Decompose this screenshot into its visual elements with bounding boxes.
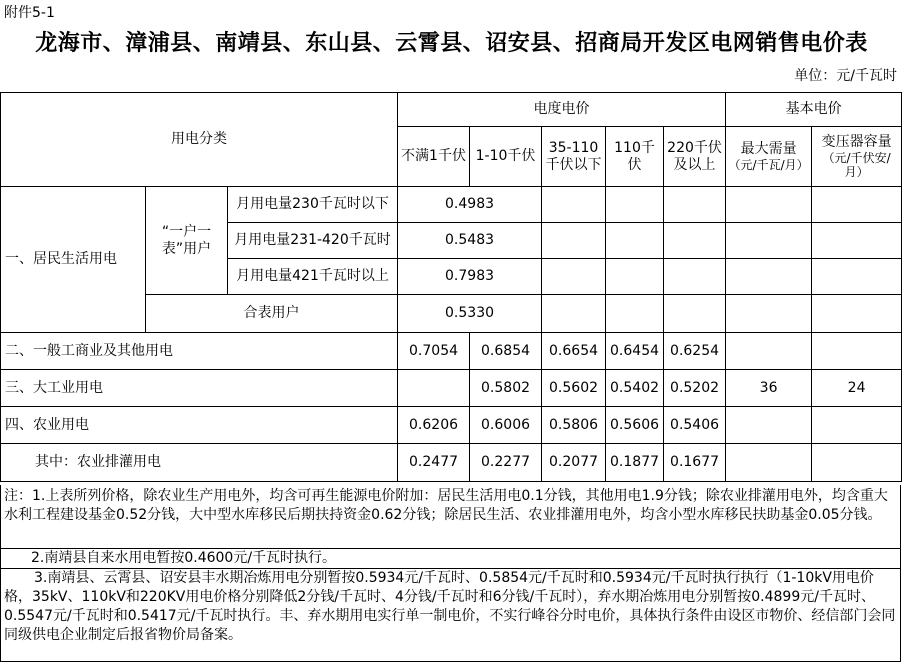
demand-cell: [726, 407, 812, 444]
price-cell: 0.2477: [398, 444, 470, 482]
col-voltage-110kv: 110千伏: [606, 127, 664, 187]
table-row: [1, 333, 902, 370]
demand-cell: [726, 444, 812, 482]
document-title: 龙海市、漳浦县、南靖县、东山县、云霄县、诏安县、招商局开发区电网销售电价表: [35, 31, 868, 56]
tier-1-label: 月用电量230千瓦时以下: [228, 187, 398, 223]
empty-cell: [542, 259, 606, 295]
empty-cell: [812, 259, 902, 295]
combined-meter-price: 0.5330: [398, 295, 542, 333]
note-1: 注：1.上表所列价格，除农业生产用电外，均含可再生能源电价附加：居民生活用电0.1分钱，其他用电1.9分钱；除农业排灌用电外，均含重大水利工程建设基金0.52分钱，大中型水库移民后期扶持资金0.62分钱；除居民生活、农业排灌用电外，均含小型水库移民扶助基金0.05分钱。: [0, 485, 901, 549]
energy-price-header: 电度电价: [398, 93, 726, 127]
empty-cell: [726, 187, 812, 223]
empty-cell: [606, 259, 664, 295]
col-voltage-1-10kv: 1-10千伏: [470, 127, 542, 187]
price-cell: 0.1877: [606, 444, 664, 482]
col-voltage-220kv: 220千伏及以上: [664, 127, 726, 187]
tier-2-label: 月用电量231-420千瓦时: [228, 223, 398, 259]
price-cell: 0.5202: [664, 370, 726, 407]
capacity-cell: 24: [812, 370, 902, 407]
price-cell: 0.7054: [398, 333, 470, 370]
capacity-cell: [812, 444, 902, 482]
empty-cell: [664, 295, 726, 333]
price-cell: 0.2077: [542, 444, 606, 482]
col-max-demand-unit: （元/千瓦/月）: [728, 158, 809, 172]
empty-cell: [542, 223, 606, 259]
price-cell: 0.6854: [470, 333, 542, 370]
empty-cell: [542, 295, 606, 333]
note-2: 2.南靖县自来水用电暂按0.4600元/千瓦时执行。: [0, 549, 901, 569]
price-cell: 0.6254: [664, 333, 726, 370]
price-cell: 0.6206: [398, 407, 470, 444]
note-3: 3.南靖县、云霄县、诏安县丰水期冶炼用电分别暂按0.5934元/千瓦时、0.5854元/千瓦时和0.5934元/千瓦时执行执行（1-10kV用电价格，35kV、110kV和220KV用电价格分别降低2分钱/千瓦时、4分钱/千瓦时和6分钱/千瓦时），弃水期冶炼用电分别暂按0.4899元/千瓦时、0.5547元/千瓦时和0.5417元/千瓦时执行。丰、弃水期用电实行单一制电价，不实行峰谷分时电价，具体执行条件由设区市物价、经信部门会同同级供电企业制定后报省物价局备案。: [0, 569, 901, 662]
demand-cell: 36: [726, 370, 812, 407]
col-voltage-35-110kv: 35-110千伏以下: [542, 127, 606, 187]
empty-cell: [726, 295, 812, 333]
unit-label: 单位：元/千瓦时: [794, 68, 897, 84]
price-cell: 0.5806: [542, 407, 606, 444]
table-row: [1, 407, 902, 444]
price-cell: 0.5802: [470, 370, 542, 407]
empty-cell: [664, 223, 726, 259]
basic-price-header: 基本电价: [726, 93, 902, 127]
empty-cell: [726, 223, 812, 259]
empty-cell: [542, 187, 606, 223]
empty-cell: [606, 187, 664, 223]
empty-cell: [664, 187, 726, 223]
empty-cell: [812, 295, 902, 333]
annex-label: 附件5-1: [4, 5, 55, 21]
capacity-cell: [812, 407, 902, 444]
price-cell: 0.6006: [470, 407, 542, 444]
col-transformer-capacity-unit: （元/千伏安/月）: [822, 151, 891, 179]
price-table: [0, 92, 902, 482]
tier-1-price: 0.4983: [398, 187, 542, 223]
col-transformer-capacity: [812, 127, 902, 187]
tier-3-label: 月用电量421千瓦时以上: [228, 259, 398, 295]
col-transformer-capacity-name: 变压器容量: [821, 134, 892, 150]
empty-cell: [606, 223, 664, 259]
price-cell: 0.6654: [542, 333, 606, 370]
price-cell: 0.5606: [606, 407, 664, 444]
empty-cell: [606, 295, 664, 333]
price-cell: 0.5602: [542, 370, 606, 407]
price-cell: 0.5406: [664, 407, 726, 444]
price-cell: 0.1677: [664, 444, 726, 482]
row-label: 其中：农业排灌用电: [1, 444, 398, 482]
demand-cell: [726, 333, 812, 370]
capacity-cell: [812, 333, 902, 370]
combined-meter-label: 合表用户: [146, 295, 398, 333]
empty-cell: [812, 187, 902, 223]
col-max-demand: [726, 127, 812, 187]
empty-cell: [812, 223, 902, 259]
residential-label: 一、居民生活用电: [1, 187, 146, 333]
row-label: 四、农业用电: [1, 407, 398, 444]
empty-cell: [664, 259, 726, 295]
table-row: [1, 370, 902, 407]
table-row: [1, 444, 902, 482]
price-cell: 0.2277: [470, 444, 542, 482]
empty-cell: [726, 259, 812, 295]
price-cell: [398, 370, 470, 407]
row-label: 二、一般工商业及其他用电: [1, 333, 398, 370]
category-header: 用电分类: [1, 93, 398, 187]
tier-2-price: 0.5483: [398, 223, 542, 259]
col-max-demand-name: 最大需量: [740, 141, 797, 157]
single-meter-label: “一户一表”用户: [146, 187, 228, 295]
row-label: 三、大工业用电: [1, 370, 398, 407]
tier-3-price: 0.7983: [398, 259, 542, 295]
price-cell: 0.6454: [606, 333, 664, 370]
col-voltage-under-1kv: 不满1千伏: [398, 127, 470, 187]
price-cell: 0.5402: [606, 370, 664, 407]
